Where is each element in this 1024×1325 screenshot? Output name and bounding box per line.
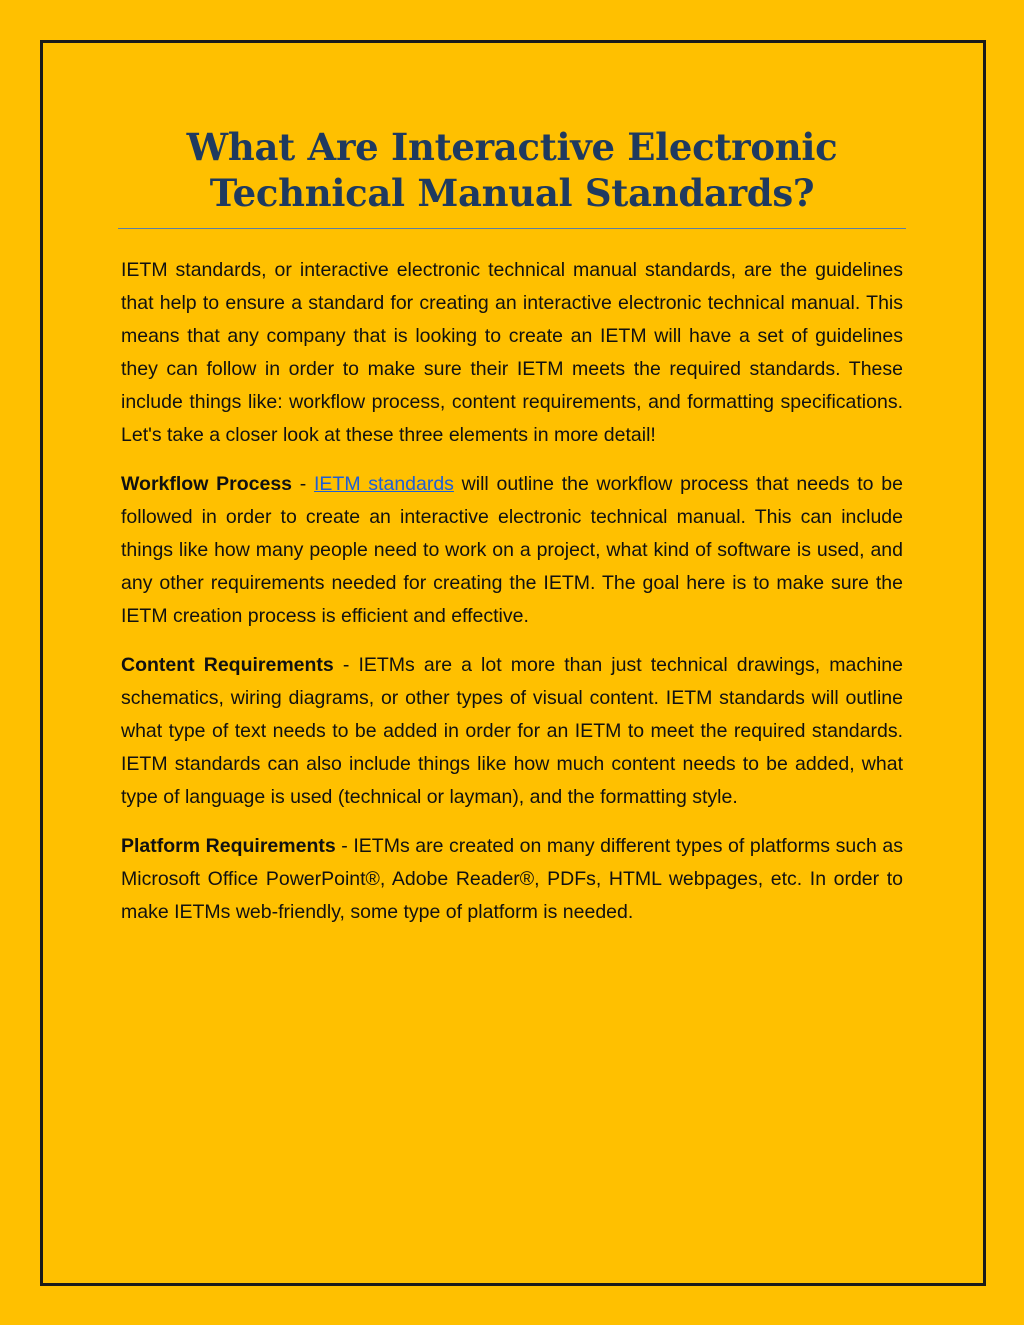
workflow-text: will outline the workflow process that needs to be followed in order to create an interactive electronic technical manual. This can include things like how many people need to work on a project, what kind of software is used, and any other requirements needed for creating the IETM. The goal here is to make sure the IETM creation process is efficient and effective. bbox=[121, 473, 903, 627]
article-body bbox=[121, 254, 903, 945]
page-title: What Are Interactive Electronic Technical Manual Standards? bbox=[186, 125, 838, 215]
ietm-standards-link[interactable]: IETM standards bbox=[313, 473, 454, 495]
content-text: IETMs are a lot more than just technical drawings, machine schematics, wiring diagrams, or other types of visual content. IETM standards will outline what type of text needs to be added in order for an IETM to meet the required standards. IETM standards can also include things like how much content needs to be added, what type of language is used (technical or layman), and the formatting style. bbox=[121, 654, 904, 808]
platform-separator: - bbox=[335, 835, 354, 857]
platform-term: Platform Requirements bbox=[121, 835, 336, 857]
content-paragraph bbox=[121, 649, 903, 814]
platform-paragraph bbox=[121, 830, 903, 929]
title-divider bbox=[118, 228, 906, 229]
intro-paragraph: IETM standards, or interactive electronic technical manual standards, are the guidelines that help to ensure a standard for creating an interactive electronic technical manual. This means that any company that is looking to create an IETM will have a set of guidelines they can follow in order to make sure their IETM meets the required standards. These include things like: workflow process, content requirements, and formatting specifications. Let's take a closer look at these three elements in more detail! bbox=[121, 259, 903, 446]
workflow-separator: - bbox=[292, 473, 314, 495]
workflow-term: Workflow Process bbox=[121, 473, 293, 495]
content-term: Content Requirements bbox=[121, 654, 334, 676]
content-separator: - bbox=[333, 654, 359, 676]
workflow-paragraph bbox=[121, 468, 903, 633]
platform-text: IETMs are created on many different types of platforms such as Microsoft Office PowerPoint®, Adobe Reader®, PDFs, HTML webpages, etc. In order to make IETMs web-friendly, some type of platform is needed. bbox=[121, 835, 903, 923]
